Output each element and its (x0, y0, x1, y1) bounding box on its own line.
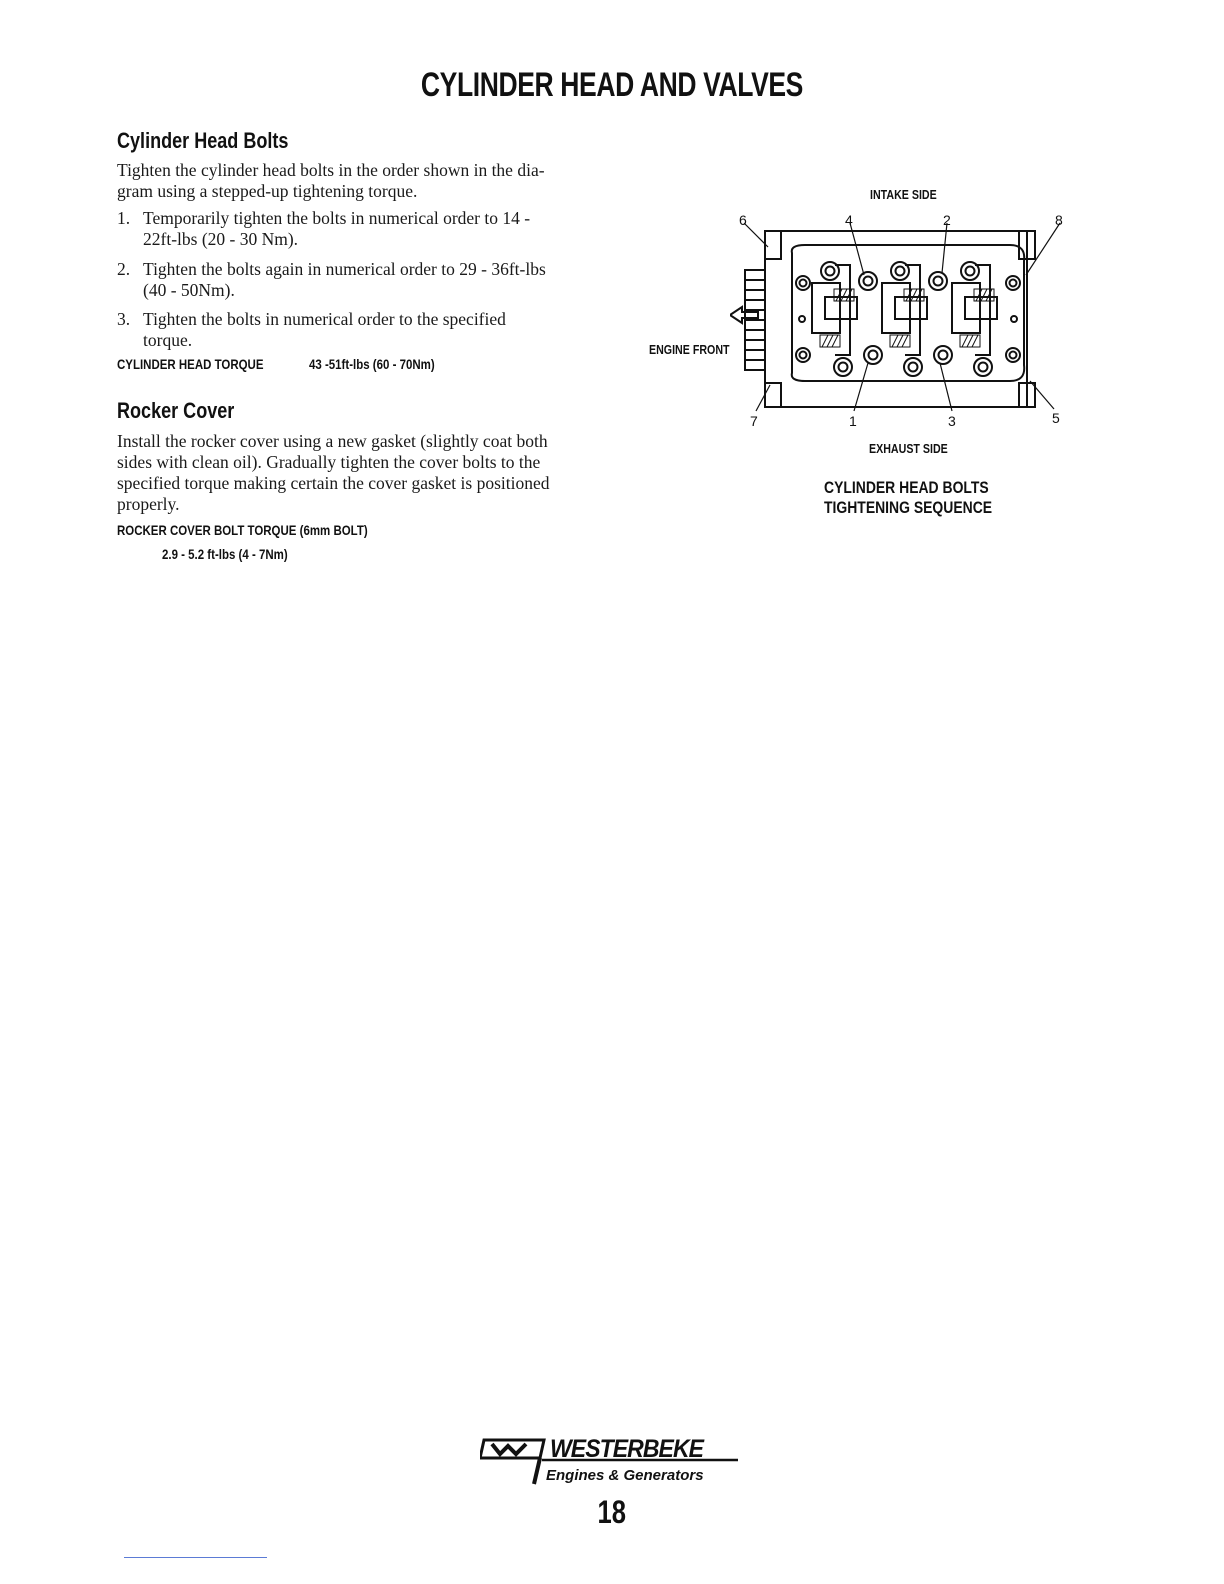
step-line: Tighten the bolts in numerical order to the specified (143, 309, 506, 329)
body-line: properly. (117, 494, 180, 514)
page-title: CYLINDER HEAD AND VALVES (420, 66, 804, 104)
caption-line: TIGHTENING SEQUENCE (824, 498, 993, 517)
logo-brand: WESTERBEKE (550, 1435, 704, 1463)
cylinder-head-intro (117, 160, 597, 202)
step-number: 3. (117, 309, 131, 329)
diagram-caption (824, 478, 992, 518)
rocker-cover-body (117, 431, 597, 515)
step-line: Temporarily tighten the bolts in numerical order to 14 - (143, 208, 531, 228)
bolt-number-7: 7 (750, 413, 758, 429)
westerbeke-logo (480, 1432, 750, 1492)
section-heading-rocker-cover: Rocker Cover (117, 398, 235, 423)
cylinder-head-diagram (730, 205, 1080, 420)
bolt-number-5: 5 (1052, 410, 1060, 426)
bolt-number-8: 8 (1055, 212, 1063, 228)
step-number: 2. (117, 259, 131, 279)
bolt-number-2: 2 (943, 212, 951, 228)
rocker-cover-torque-value: 2.9 - 5.2 ft-lbs (4 - 7Nm) (162, 546, 288, 562)
cylinder-head-torque-value: 43 -51ft-lbs (60 - 70Nm) (309, 356, 435, 372)
step-line: torque. (143, 330, 193, 350)
step-line: Tighten the bolts again in numerical order to 29 - 36ft-lbs (143, 259, 546, 279)
caption-line: CYLINDER HEAD BOLTS (824, 478, 989, 497)
step-line: (40 - 50Nm). (143, 280, 235, 300)
intro-line: gram using a stepped-up tightening torque. (117, 181, 418, 201)
bolt-number-3: 3 (948, 413, 956, 429)
cylinder-head-torque-label: CYLINDER HEAD TORQUE (117, 356, 264, 372)
logo-tagline: Engines & Generators (546, 1467, 704, 1484)
page-number: 18 (597, 1494, 627, 1530)
step-line: 22ft-lbs (20 - 30 Nm). (143, 229, 299, 249)
engine-front-label: ENGINE FRONT (649, 342, 730, 357)
body-line: specified torque making certain the cover gasket is positioned (117, 473, 550, 493)
exhaust-side-label: EXHAUST SIDE (869, 441, 948, 456)
bolt-number-1: 1 (849, 413, 857, 429)
section-heading-cylinder-head-bolts: Cylinder Head Bolts (117, 128, 289, 153)
rocker-cover-torque-label: ROCKER COVER BOLT TORQUE (6mm BOLT) (117, 522, 368, 538)
bolt-number-4: 4 (845, 212, 853, 228)
body-line: sides with clean oil). Gradually tighten the cover bolts to the (117, 452, 541, 472)
footer-divider (124, 1557, 267, 1558)
body-line: Install the rocker cover using a new gasket (slightly coat both (117, 431, 548, 451)
intake-side-label: INTAKE SIDE (870, 187, 937, 202)
bolt-number-6: 6 (739, 212, 747, 228)
intro-line: Tighten the cylinder head bolts in the order shown in the dia- (117, 160, 545, 180)
step-number: 1. (117, 208, 131, 228)
